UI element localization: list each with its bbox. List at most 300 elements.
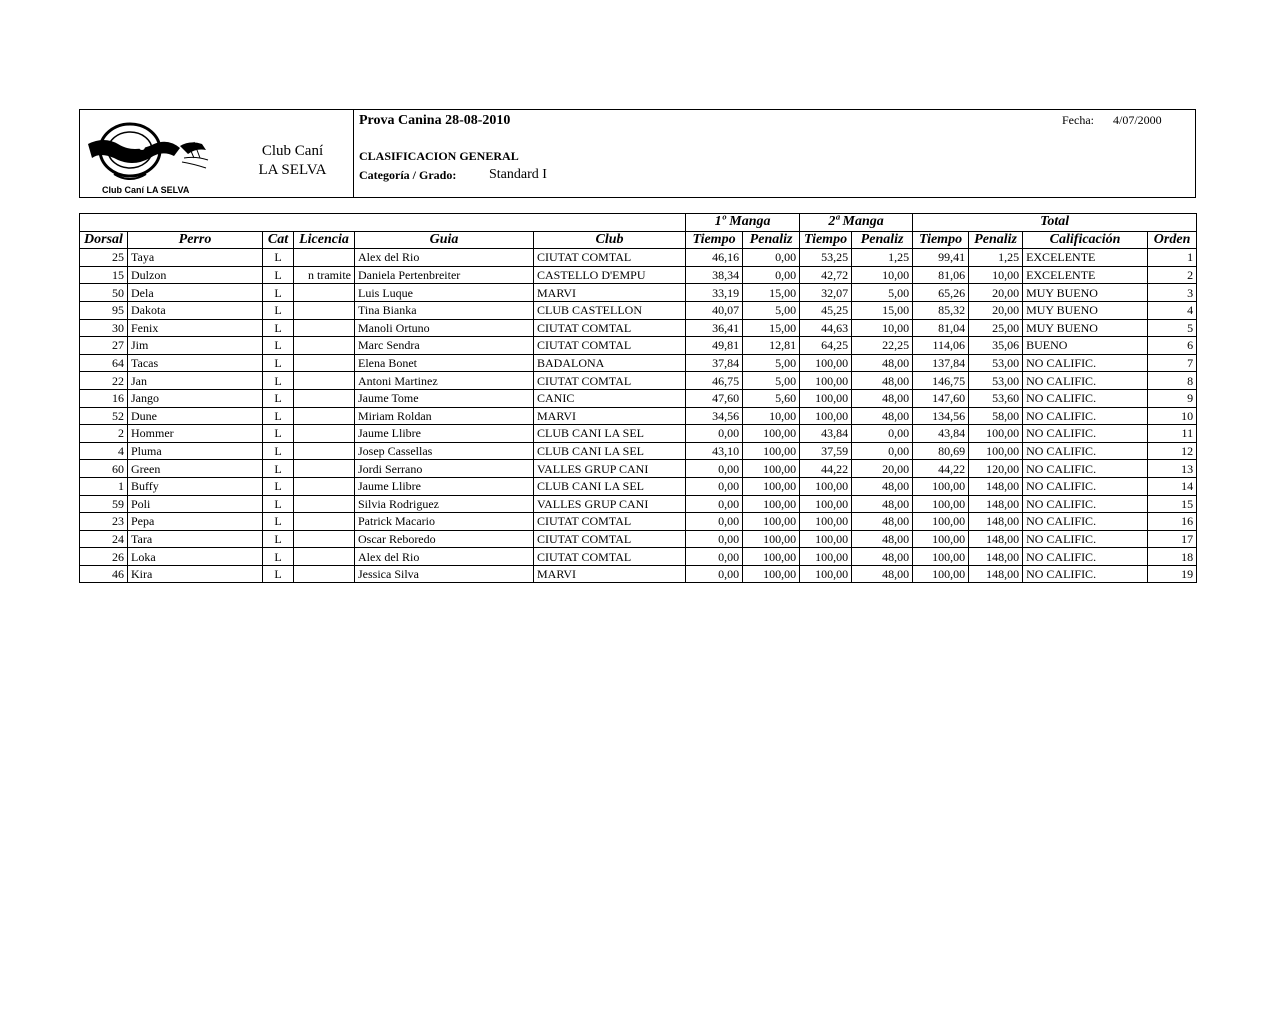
cell-orden: 19 (1148, 565, 1197, 583)
cell-manga2-penaliz: 0,00 (852, 425, 913, 443)
cell-licencia (294, 477, 355, 495)
cell-calificacion: EXCELENTE (1023, 266, 1148, 284)
cell-licencia (294, 565, 355, 583)
cell-manga1-tiempo: 0,00 (686, 513, 743, 531)
cell-manga1-tiempo: 34,56 (686, 407, 743, 425)
results-body (80, 249, 1197, 583)
cell-club: CANIC (534, 389, 686, 407)
col-header-cat: Cat (263, 231, 294, 249)
col-header-total-penaliz: Penaliz (969, 231, 1023, 249)
cell-guia: Alex del Rio (355, 249, 534, 267)
cell-calificacion: NO CALIFIC. (1023, 442, 1148, 460)
cell-cat: L (263, 249, 294, 267)
cell-guia: Daniela Pertenbreiter (355, 266, 534, 284)
cell-club: CLUB CANI LA SEL (534, 442, 686, 460)
cell-total-penaliz: 148,00 (969, 495, 1023, 513)
cell-total-penaliz: 53,00 (969, 372, 1023, 390)
cell-calificacion: NO CALIFIC. (1023, 548, 1148, 566)
cell-total-tiempo: 100,00 (913, 513, 969, 531)
cell-club: MARVI (534, 407, 686, 425)
cell-dorsal: 22 (80, 372, 128, 390)
cell-licencia: n tramite (294, 266, 355, 284)
club-name (250, 142, 335, 180)
cell-perro: Dela (128, 284, 263, 302)
cell-manga1-tiempo: 37,84 (686, 354, 743, 372)
cell-total-tiempo: 99,41 (913, 249, 969, 267)
cell-manga2-tiempo: 44,22 (800, 460, 852, 478)
cell-total-penaliz: 20,00 (969, 284, 1023, 302)
cell-dorsal: 16 (80, 389, 128, 407)
cell-total-penaliz: 148,00 (969, 477, 1023, 495)
cell-total-tiempo: 80,69 (913, 442, 969, 460)
cell-cat: L (263, 565, 294, 583)
table-row (80, 319, 1197, 337)
cell-dorsal: 64 (80, 354, 128, 372)
cell-manga1-tiempo: 0,00 (686, 425, 743, 443)
cell-manga1-penaliz: 100,00 (743, 477, 800, 495)
cell-orden: 12 (1148, 442, 1197, 460)
cell-manga2-penaliz: 22,25 (852, 337, 913, 355)
cell-dorsal: 59 (80, 495, 128, 513)
cell-manga2-penaliz: 48,00 (852, 513, 913, 531)
category-label: Categoría / Grado: (359, 168, 457, 182)
cell-club: CIUTAT COMTAL (534, 548, 686, 566)
cell-total-penaliz: 1,25 (969, 249, 1023, 267)
cell-perro: Dulzon (128, 266, 263, 284)
cell-licencia (294, 513, 355, 531)
cell-total-tiempo: 147,60 (913, 389, 969, 407)
cell-guia: Miriam Roldan (355, 407, 534, 425)
cell-perro: Dakota (128, 301, 263, 319)
table-row (80, 548, 1197, 566)
cell-total-penaliz: 100,00 (969, 425, 1023, 443)
cell-dorsal: 4 (80, 442, 128, 460)
cell-perro: Hommer (128, 425, 263, 443)
cell-manga1-tiempo: 33,19 (686, 284, 743, 302)
cell-orden: 3 (1148, 284, 1197, 302)
cell-manga1-penaliz: 15,00 (743, 284, 800, 302)
cell-manga1-penaliz: 100,00 (743, 530, 800, 548)
cell-total-penaliz: 100,00 (969, 442, 1023, 460)
col-header-manga2-tiempo: Tiempo (800, 231, 852, 249)
cell-perro: Jango (128, 389, 263, 407)
group-header-manga2: 2ª Manga (800, 214, 913, 232)
cell-total-tiempo: 65,26 (913, 284, 969, 302)
cell-guia: Jordi Serrano (355, 460, 534, 478)
cell-manga1-penaliz: 15,00 (743, 319, 800, 337)
cell-manga2-penaliz: 48,00 (852, 530, 913, 548)
col-header-total-tiempo: Tiempo (913, 231, 969, 249)
cell-manga2-penaliz: 10,00 (852, 319, 913, 337)
table-row (80, 266, 1197, 284)
cell-manga2-tiempo: 100,00 (800, 495, 852, 513)
cell-total-penaliz: 10,00 (969, 266, 1023, 284)
cell-total-tiempo: 137,84 (913, 354, 969, 372)
cell-guia: Luis Luque (355, 284, 534, 302)
cell-perro: Jim (128, 337, 263, 355)
cell-total-penaliz: 148,00 (969, 513, 1023, 531)
table-row (80, 460, 1197, 478)
cell-licencia (294, 389, 355, 407)
table-row (80, 372, 1197, 390)
cell-cat: L (263, 495, 294, 513)
logo-caption: Club Caní LA SELVA (102, 185, 190, 195)
table-row (80, 301, 1197, 319)
cell-guia: Silvia Rodriguez (355, 495, 534, 513)
cell-dorsal: 26 (80, 548, 128, 566)
cell-calificacion: EXCELENTE (1023, 249, 1148, 267)
col-header-club: Club (534, 231, 686, 249)
col-header-guia: Guia (355, 231, 534, 249)
cell-cat: L (263, 442, 294, 460)
cell-guia: Manoli Ortuno (355, 319, 534, 337)
cell-manga2-penaliz: 10,00 (852, 266, 913, 284)
cell-perro: Fenix (128, 319, 263, 337)
cell-licencia (294, 337, 355, 355)
cell-total-penaliz: 20,00 (969, 301, 1023, 319)
table-row (80, 407, 1197, 425)
cell-manga2-penaliz: 48,00 (852, 495, 913, 513)
cell-total-tiempo: 81,06 (913, 266, 969, 284)
cell-total-tiempo: 81,04 (913, 319, 969, 337)
cell-club: CIUTAT COMTAL (534, 319, 686, 337)
cell-orden: 18 (1148, 548, 1197, 566)
cell-total-tiempo: 100,00 (913, 565, 969, 583)
cell-manga2-penaliz: 1,25 (852, 249, 913, 267)
cell-manga1-tiempo: 47,60 (686, 389, 743, 407)
cell-manga2-penaliz: 5,00 (852, 284, 913, 302)
cell-manga2-tiempo: 32,07 (800, 284, 852, 302)
table-row (80, 565, 1197, 583)
cell-total-tiempo: 100,00 (913, 495, 969, 513)
cell-calificacion: NO CALIFIC. (1023, 460, 1148, 478)
cell-dorsal: 24 (80, 530, 128, 548)
cell-total-penaliz: 35,06 (969, 337, 1023, 355)
cell-calificacion: NO CALIFIC. (1023, 495, 1148, 513)
cell-total-tiempo: 44,22 (913, 460, 969, 478)
cell-manga1-tiempo: 0,00 (686, 495, 743, 513)
cell-orden: 16 (1148, 513, 1197, 531)
report-header (79, 109, 1196, 198)
cell-manga1-tiempo: 40,07 (686, 301, 743, 319)
cell-cat: L (263, 389, 294, 407)
cell-total-tiempo: 85,32 (913, 301, 969, 319)
cell-orden: 2 (1148, 266, 1197, 284)
cell-cat: L (263, 425, 294, 443)
cell-perro: Tara (128, 530, 263, 548)
cell-manga2-tiempo: 44,63 (800, 319, 852, 337)
cell-manga2-tiempo: 37,59 (800, 442, 852, 460)
cell-licencia (294, 530, 355, 548)
table-row (80, 425, 1197, 443)
cell-dorsal: 23 (80, 513, 128, 531)
cell-total-penaliz: 53,60 (969, 389, 1023, 407)
cell-manga2-penaliz: 48,00 (852, 548, 913, 566)
logo-cell (80, 110, 354, 197)
cell-manga2-penaliz: 48,00 (852, 354, 913, 372)
cell-manga1-penaliz: 12,81 (743, 337, 800, 355)
cell-perro: Green (128, 460, 263, 478)
cell-dorsal: 2 (80, 425, 128, 443)
cell-manga1-penaliz: 0,00 (743, 249, 800, 267)
cell-manga2-penaliz: 48,00 (852, 389, 913, 407)
cell-manga2-tiempo: 43,84 (800, 425, 852, 443)
cell-cat: L (263, 530, 294, 548)
club-name-line2: LA SELVA (258, 162, 327, 178)
cell-manga1-tiempo: 0,00 (686, 530, 743, 548)
cell-manga2-penaliz: 48,00 (852, 407, 913, 425)
cell-licencia (294, 442, 355, 460)
cell-manga2-penaliz: 48,00 (852, 372, 913, 390)
cell-manga2-tiempo: 100,00 (800, 354, 852, 372)
col-header-manga1-tiempo: Tiempo (686, 231, 743, 249)
cell-manga2-tiempo: 100,00 (800, 548, 852, 566)
col-header-perro: Perro (128, 231, 263, 249)
cell-licencia (294, 407, 355, 425)
cell-cat: L (263, 284, 294, 302)
cell-cat: L (263, 354, 294, 372)
results-table (79, 213, 1197, 583)
cell-orden: 17 (1148, 530, 1197, 548)
cell-manga2-tiempo: 100,00 (800, 477, 852, 495)
table-row (80, 284, 1197, 302)
cell-calificacion: BUENO (1023, 337, 1148, 355)
cell-cat: L (263, 513, 294, 531)
cell-guia: Jaume Llibre (355, 477, 534, 495)
cell-calificacion: NO CALIFIC. (1023, 425, 1148, 443)
cell-manga1-penaliz: 100,00 (743, 513, 800, 531)
cell-licencia (294, 249, 355, 267)
cell-manga1-penaliz: 5,00 (743, 354, 800, 372)
club-name-line1: Club Caní (261, 143, 324, 159)
group-header-row (80, 214, 1197, 232)
column-header-row (80, 231, 1197, 249)
club-logo-icon (84, 114, 212, 196)
cell-total-penaliz: 53,00 (969, 354, 1023, 372)
cell-manga1-tiempo: 0,00 (686, 460, 743, 478)
cell-total-penaliz: 148,00 (969, 548, 1023, 566)
cell-manga1-tiempo: 0,00 (686, 565, 743, 583)
cell-cat: L (263, 319, 294, 337)
table-row (80, 389, 1197, 407)
cell-manga2-penaliz: 48,00 (852, 477, 913, 495)
cell-perro: Tacas (128, 354, 263, 372)
cell-manga2-tiempo: 64,25 (800, 337, 852, 355)
cell-perro: Pepa (128, 513, 263, 531)
date-value: 4/07/2000 (1113, 113, 1162, 127)
cell-guia: Jaume Tome (355, 389, 534, 407)
cell-dorsal: 46 (80, 565, 128, 583)
cell-club: MARVI (534, 284, 686, 302)
cell-guia: Marc Sendra (355, 337, 534, 355)
cell-cat: L (263, 477, 294, 495)
cell-club: CLUB CANI LA SEL (534, 425, 686, 443)
cell-perro: Buffy (128, 477, 263, 495)
cell-manga2-tiempo: 42,72 (800, 266, 852, 284)
cell-club: CLUB CANI LA SEL (534, 477, 686, 495)
cell-manga2-tiempo: 100,00 (800, 513, 852, 531)
cell-dorsal: 15 (80, 266, 128, 284)
date-label: Fecha: (1062, 113, 1094, 127)
cell-manga2-tiempo: 45,25 (800, 301, 852, 319)
cell-perro: Poli (128, 495, 263, 513)
cell-total-tiempo: 100,00 (913, 477, 969, 495)
group-header-manga1: 1º Manga (686, 214, 800, 232)
cell-cat: L (263, 266, 294, 284)
cell-club: BADALONA (534, 354, 686, 372)
cell-licencia (294, 319, 355, 337)
cell-total-tiempo: 100,00 (913, 530, 969, 548)
cell-guia: Jaume Llibre (355, 425, 534, 443)
cell-total-tiempo: 146,75 (913, 372, 969, 390)
cell-licencia (294, 354, 355, 372)
cell-manga1-tiempo: 49,81 (686, 337, 743, 355)
table-row (80, 354, 1197, 372)
cell-club: CIUTAT COMTAL (534, 513, 686, 531)
cell-manga2-tiempo: 100,00 (800, 530, 852, 548)
col-header-calificacion: Calificación (1023, 231, 1148, 249)
cell-manga1-tiempo: 46,16 (686, 249, 743, 267)
cell-cat: L (263, 407, 294, 425)
cell-total-penaliz: 148,00 (969, 530, 1023, 548)
cell-club: VALLES GRUP CANI (534, 495, 686, 513)
cell-orden: 1 (1148, 249, 1197, 267)
cell-manga1-tiempo: 46,75 (686, 372, 743, 390)
cell-manga2-tiempo: 53,25 (800, 249, 852, 267)
cell-calificacion: MUY BUENO (1023, 284, 1148, 302)
cell-orden: 10 (1148, 407, 1197, 425)
col-header-orden: Orden (1148, 231, 1197, 249)
cell-club: CIUTAT COMTAL (534, 372, 686, 390)
cell-orden: 9 (1148, 389, 1197, 407)
cell-total-tiempo: 43,84 (913, 425, 969, 443)
cell-licencia (294, 548, 355, 566)
col-header-manga2-penaliz: Penaliz (852, 231, 913, 249)
cell-licencia (294, 460, 355, 478)
cell-licencia (294, 301, 355, 319)
cell-manga2-tiempo: 100,00 (800, 407, 852, 425)
table-row (80, 495, 1197, 513)
col-header-licencia: Licencia (294, 231, 355, 249)
cell-club: CIUTAT COMTAL (534, 337, 686, 355)
cell-dorsal: 1 (80, 477, 128, 495)
cell-dorsal: 30 (80, 319, 128, 337)
cell-manga2-tiempo: 100,00 (800, 389, 852, 407)
cell-calificacion: NO CALIFIC. (1023, 565, 1148, 583)
cell-manga1-penaliz: 100,00 (743, 425, 800, 443)
table-row (80, 513, 1197, 531)
cell-manga2-penaliz: 0,00 (852, 442, 913, 460)
cell-dorsal: 25 (80, 249, 128, 267)
cell-perro: Kira (128, 565, 263, 583)
table-row (80, 530, 1197, 548)
classification-title: CLASIFICACION GENERAL (359, 149, 519, 163)
col-header-manga1-penaliz: Penaliz (743, 231, 800, 249)
cell-guia: Jessica Silva (355, 565, 534, 583)
cell-guia: Patrick Macario (355, 513, 534, 531)
cell-orden: 14 (1148, 477, 1197, 495)
table-row (80, 477, 1197, 495)
cell-manga1-tiempo: 0,00 (686, 477, 743, 495)
cell-club: VALLES GRUP CANI (534, 460, 686, 478)
cell-perro: Pluma (128, 442, 263, 460)
cell-orden: 6 (1148, 337, 1197, 355)
cell-orden: 15 (1148, 495, 1197, 513)
cell-cat: L (263, 372, 294, 390)
cell-guia: Josep Cassellas (355, 442, 534, 460)
cell-orden: 13 (1148, 460, 1197, 478)
cell-manga1-penaliz: 100,00 (743, 460, 800, 478)
cell-club: CLUB CASTELLON (534, 301, 686, 319)
cell-club: MARVI (534, 565, 686, 583)
cell-dorsal: 95 (80, 301, 128, 319)
cell-calificacion: MUY BUENO (1023, 319, 1148, 337)
cell-manga1-penaliz: 100,00 (743, 565, 800, 583)
cell-orden: 11 (1148, 425, 1197, 443)
cell-manga1-penaliz: 10,00 (743, 407, 800, 425)
cell-manga2-penaliz: 20,00 (852, 460, 913, 478)
cell-dorsal: 27 (80, 337, 128, 355)
cell-manga1-penaliz: 5,00 (743, 301, 800, 319)
group-header-total: Total (913, 214, 1197, 232)
cell-total-penaliz: 120,00 (969, 460, 1023, 478)
cell-perro: Dune (128, 407, 263, 425)
cell-manga2-penaliz: 15,00 (852, 301, 913, 319)
cell-manga1-tiempo: 36,41 (686, 319, 743, 337)
cell-manga1-tiempo: 38,34 (686, 266, 743, 284)
cell-licencia (294, 495, 355, 513)
cell-guia: Elena Bonet (355, 354, 534, 372)
cell-club: CASTELLO D'EMPU (534, 266, 686, 284)
cell-licencia (294, 372, 355, 390)
cell-calificacion: NO CALIFIC. (1023, 372, 1148, 390)
cell-club: CIUTAT COMTAL (534, 249, 686, 267)
cell-total-penaliz: 148,00 (969, 565, 1023, 583)
cell-guia: Alex del Rio (355, 548, 534, 566)
cell-total-tiempo: 134,56 (913, 407, 969, 425)
cell-club: CIUTAT COMTAL (534, 530, 686, 548)
cell-total-penaliz: 25,00 (969, 319, 1023, 337)
cell-calificacion: NO CALIFIC. (1023, 389, 1148, 407)
cell-cat: L (263, 460, 294, 478)
cell-guia: Tina Bianka (355, 301, 534, 319)
cell-guia: Oscar Reboredo (355, 530, 534, 548)
cell-orden: 8 (1148, 372, 1197, 390)
cell-orden: 7 (1148, 354, 1197, 372)
table-row (80, 249, 1197, 267)
cell-manga1-penaliz: 100,00 (743, 495, 800, 513)
cell-calificacion: NO CALIFIC. (1023, 530, 1148, 548)
cell-orden: 5 (1148, 319, 1197, 337)
cell-dorsal: 52 (80, 407, 128, 425)
cell-dorsal: 60 (80, 460, 128, 478)
cell-calificacion: NO CALIFIC. (1023, 354, 1148, 372)
category-value: Standard I (489, 167, 547, 182)
cell-calificacion: NO CALIFIC. (1023, 477, 1148, 495)
cell-perro: Jan (128, 372, 263, 390)
cell-licencia (294, 284, 355, 302)
cell-manga1-penaliz: 100,00 (743, 548, 800, 566)
cell-licencia (294, 425, 355, 443)
cell-manga1-penaliz: 5,00 (743, 372, 800, 390)
cell-cat: L (263, 301, 294, 319)
col-header-dorsal: Dorsal (80, 231, 128, 249)
cell-manga1-penaliz: 0,00 (743, 266, 800, 284)
cell-calificacion: NO CALIFIC. (1023, 407, 1148, 425)
cell-guia: Antoni Martinez (355, 372, 534, 390)
cell-manga1-tiempo: 43,10 (686, 442, 743, 460)
cell-manga1-tiempo: 0,00 (686, 548, 743, 566)
